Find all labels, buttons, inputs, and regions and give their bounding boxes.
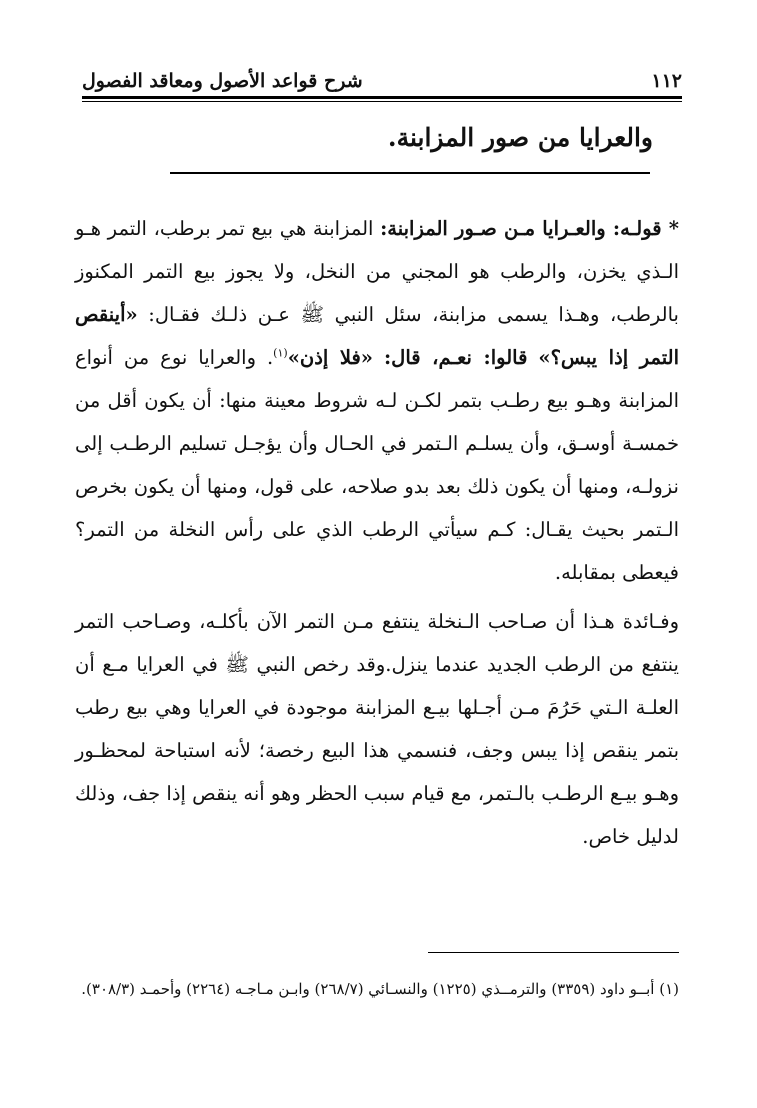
paragraph-text — [527, 346, 538, 369]
paragraph-lead: * قولـه: والعـرايا مـن صـور المزابنة: — [380, 217, 679, 240]
footnote-text: (١) أبــو داود (٣٣٥٩) والترمــذي (١٢٢٥) والنسـائي (٢٦٨/٧) وابـن مـاجـه (٢٢٦٤) وأحمـد (٣٠٨/٣). — [81, 980, 679, 998]
hadith-answer: «فلا إذن» — [287, 346, 373, 369]
book-title: شرح قواعد الأصول ومعاقد الفصول — [82, 70, 363, 92]
hadith-reply: قالوا: نعـم، قال: — [383, 346, 528, 369]
paragraph-text: المزابنة هي بيع تمر برطب، التمر هـو الـذي يخزن، والرطب هو المجني من النخل، ولا يجوز بيع التمر المكنوز بالرطب، وهـذا يسمى مزابنة، سئل النبي ﷺ عـن ذلـك فقـال: — [75, 217, 679, 326]
footnote-rule — [428, 952, 679, 953]
commentary-body — [75, 207, 679, 858]
paragraph-text: . والعرايا نوع من أنواع المزابنة وهـو بيع رطـب بتمر لكـن لـه شروط معينة منها: أن يكون أقل من خمسـة أوسـق، وأن يسلـم الـتمر في الحـال وأن يؤجـل تسليم الرطـب إلى نزولـه، ومنها أن يكون ذلك بعد بدو صلاحه، على قول، ومنها أن يكون بخرص الـتمر بحيث يقـال: كـم سيأتي الرطب الذي على رأس النخلة من التمر؟ فيعطى بمقابله. — [75, 346, 679, 584]
paragraph-1 — [75, 207, 679, 594]
footnote-marker[interactable]: (١) — [273, 346, 288, 360]
header-rule — [82, 96, 682, 99]
header-rule-thin — [82, 101, 682, 102]
paragraph-2: وفـائدة هـذا أن صـاحب الـنخلة ينتفع مـن التمر الآن بأكلـه، وصـاحب التمر ينتفع من الرطب الجديد عندما ينزل.وقد رخص النبي ﷺ في العرايا مـع أن العلـة الـتي حَرُمَ مـن أجـلها بيـع المزابنة موجودة في العرايا وهي بيع رطب بتمر ينقص إذا يبس وجف، فنسمي هذا البيع رخصة؛ لأنه استباحة لمحظـور وهـو بيـع الرطـب بالـتمر، مع قيام سبب الحظر وهو أنه ينقص إذا جف، وذلك لدليل خاص. — [75, 610, 679, 848]
paragraph-text — [373, 346, 384, 369]
matn-text: والعرايا من صور المزابنة. — [387, 123, 653, 152]
running-header — [82, 58, 682, 92]
hadith-quote: «أينقص التمر إذا يبس؟» — [75, 303, 679, 369]
matn-rule — [170, 172, 650, 174]
page-number: ١١٢ — [651, 70, 682, 92]
